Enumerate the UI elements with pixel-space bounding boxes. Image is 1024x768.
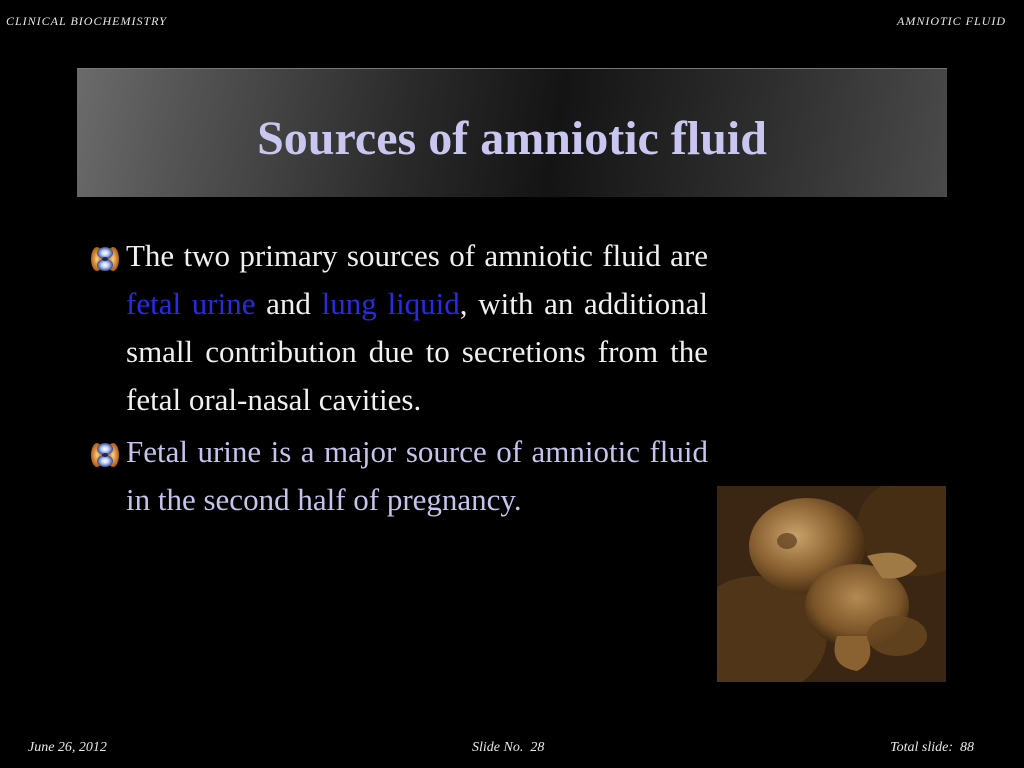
bullet-item-primary-sources: [88, 232, 708, 424]
highlight-lung-liquid: lung liquid: [321, 286, 460, 321]
bullet-item-fetal-urine: [88, 428, 708, 524]
fetus-ultrasound-image: [717, 486, 946, 682]
dna-bullet-icon: [88, 436, 122, 466]
bullet-text: The two primary sources of amniotic fluid are fetal urine and lung liquid, with an additional small contribution due to secretions from the fetal oral-nasal cavities.: [126, 238, 708, 417]
header-course-title: CLINICAL BIOCHEMISTRY: [6, 14, 167, 28]
highlight-fetal-urine: fetal urine: [126, 286, 256, 321]
footer-slide-number: Slide No. 28: [472, 740, 545, 755]
bullet-list: [88, 232, 708, 528]
footer-total-slides: Total slide: 88: [890, 740, 974, 755]
title-banner: [77, 68, 947, 197]
dna-bullet-icon: [88, 240, 122, 270]
bullet-text: Fetal urine is a major source of amniotic fluid in the second half of pregnancy.: [126, 434, 708, 517]
slide-title: Sources of amniotic fluid: [257, 112, 767, 165]
footer-date: June 26, 2012: [28, 740, 107, 755]
header-topic-title: AMNIOTIC FLUID: [897, 14, 1006, 28]
